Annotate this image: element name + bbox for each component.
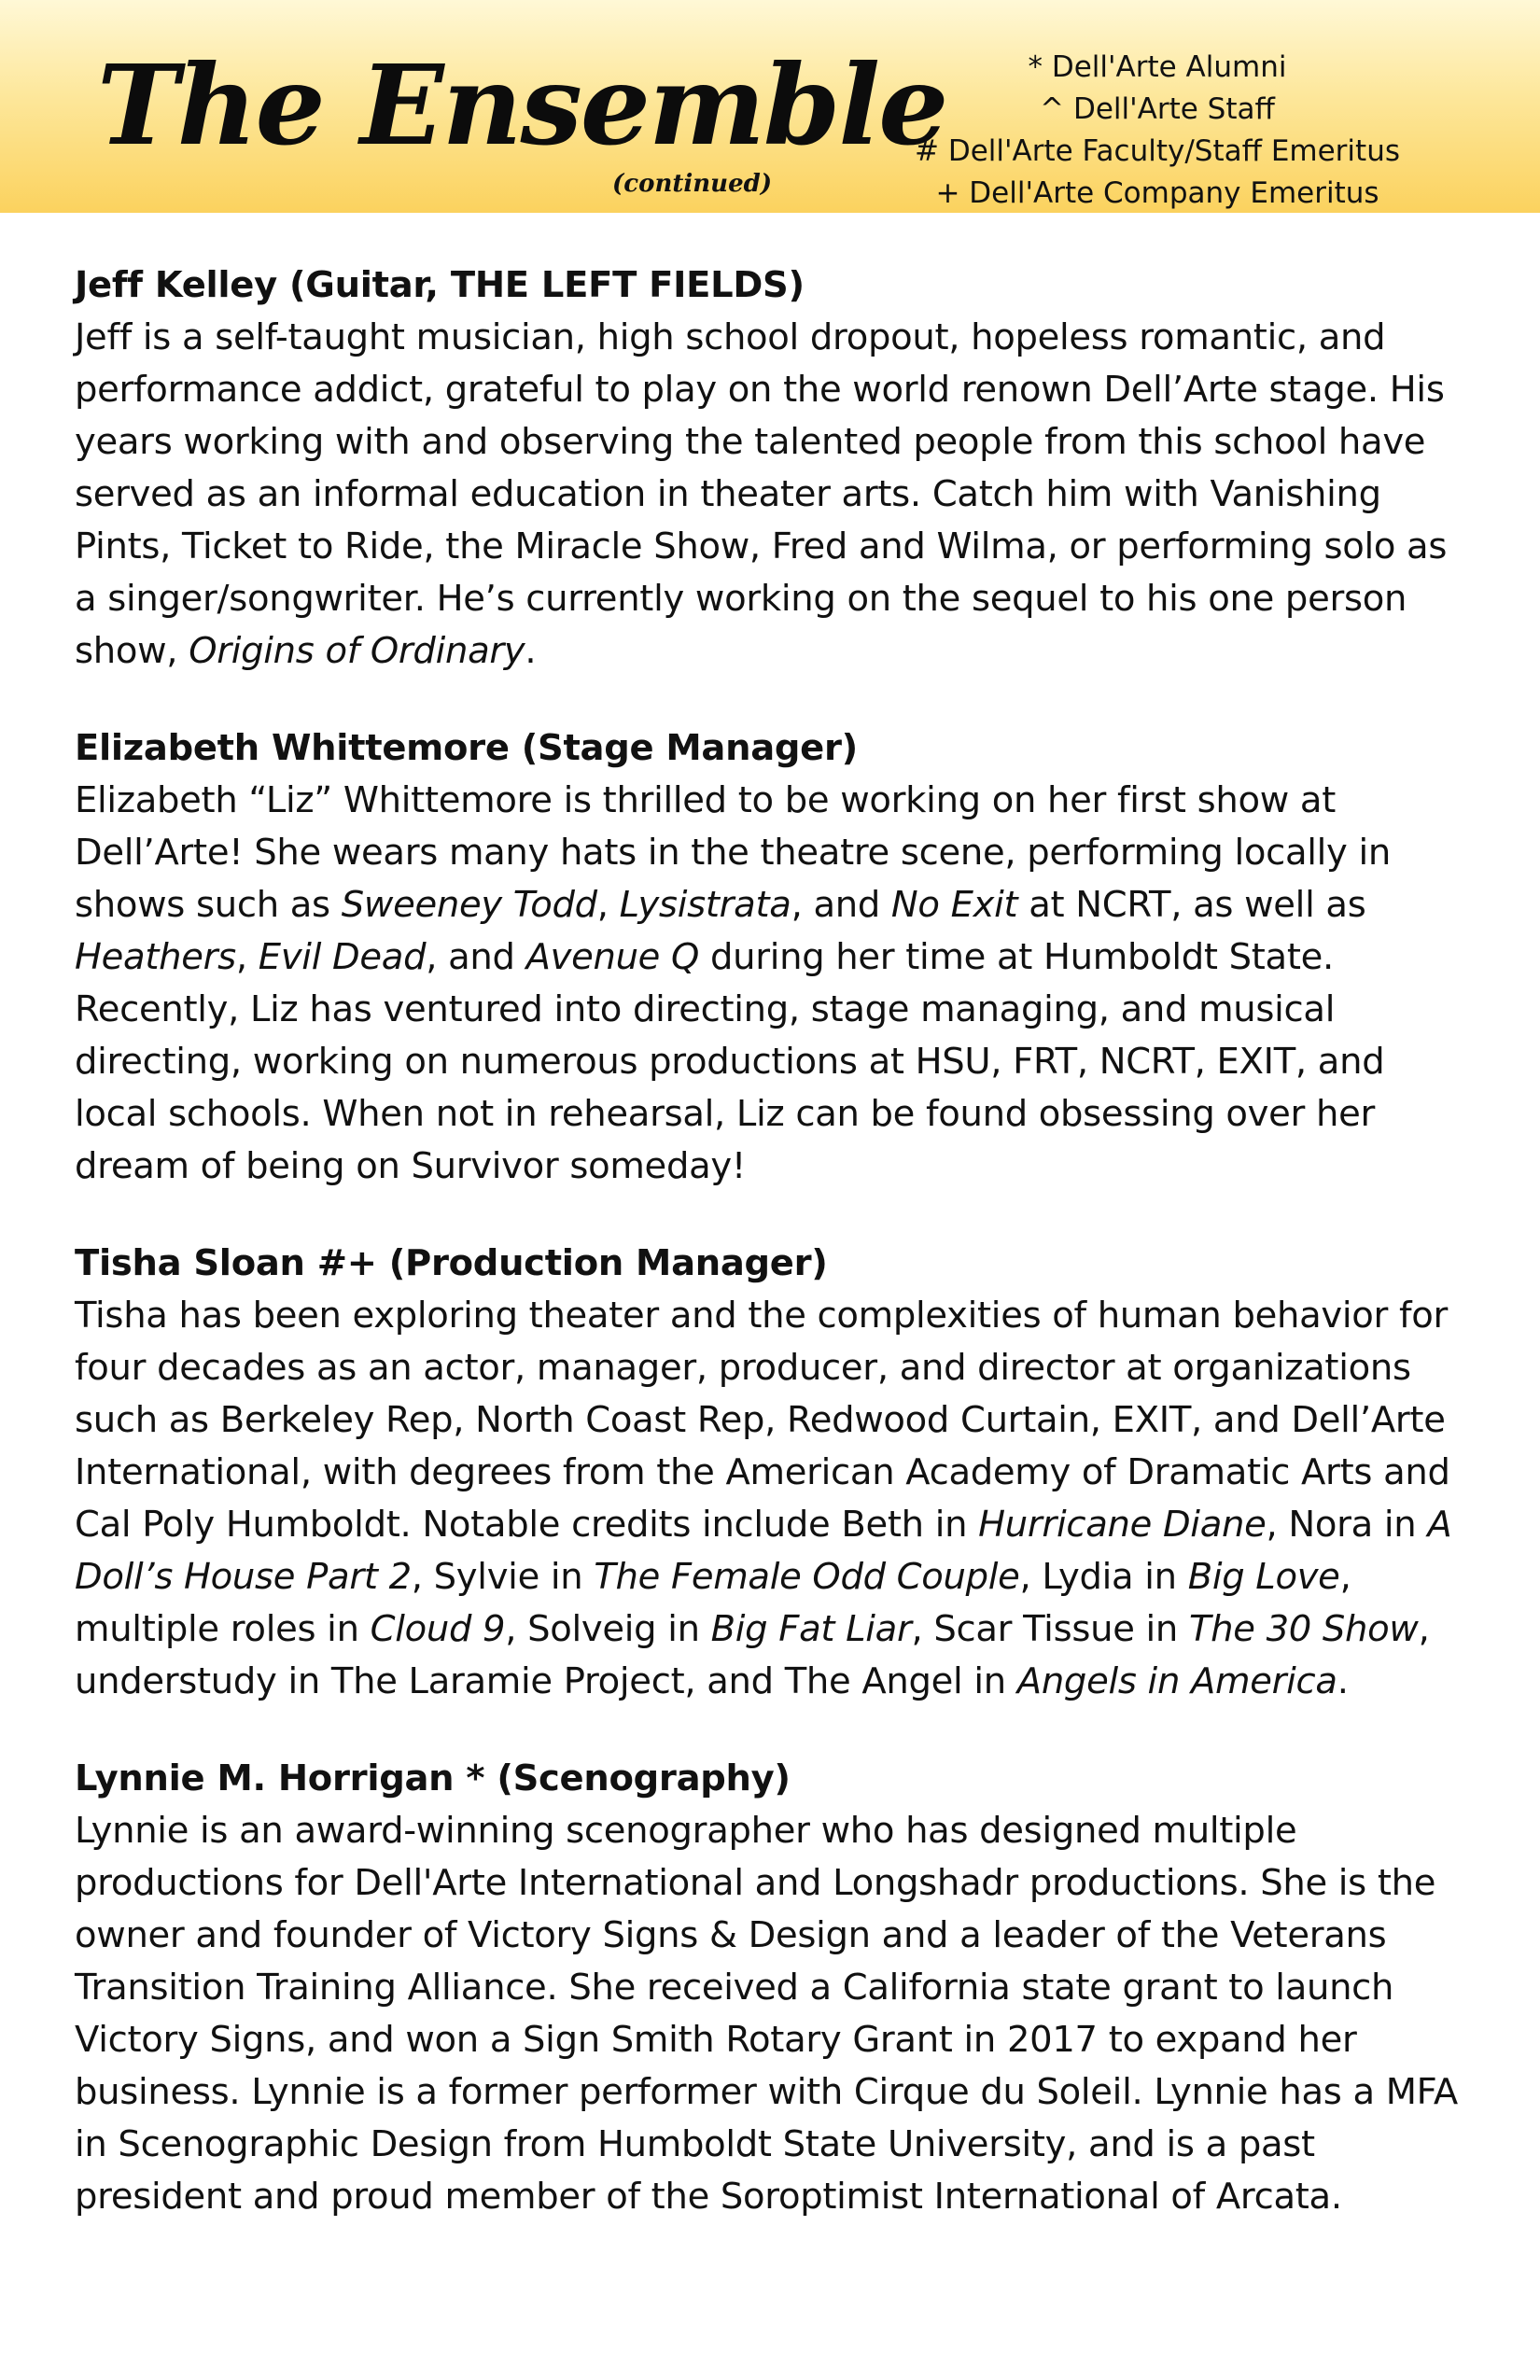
- legend-item-faculty-emeritus: # Dell'Arte Faculty/Staff Emeritus: [915, 134, 1400, 168]
- bio-paragraph: [75, 775, 1475, 1193]
- bio-text-run: ,: [235, 936, 259, 978]
- bio-name: Jeff Kelley (Guitar, THE LEFT FIELDS): [75, 264, 805, 306]
- work-title: A Doll’s House Part 2: [75, 1504, 1452, 1598]
- bio-entry: [75, 259, 1475, 678]
- bio-text-run: at NCRT, as well as: [1017, 884, 1366, 926]
- bio-name: Elizabeth Whittemore (Stage Manager): [75, 727, 858, 769]
- bio-text-run: .: [525, 630, 537, 672]
- legend-item-alumni: * Dell'Arte Alumni: [1028, 50, 1287, 84]
- bio-text: [75, 312, 1475, 678]
- work-title: Evil Dead: [258, 936, 427, 978]
- work-title: Big Fat Liar: [710, 1608, 912, 1650]
- work-title: Avenue Q: [525, 936, 700, 978]
- work-title: No Exit: [890, 884, 1018, 926]
- bio-text-run: Jeff is a self-taught musician, high school dropout, hopeless romantic, and performance addict, grateful to play on the world renown Dell’Arte stage. His years working with and observing the talented people from this school have served as an informal education in theater arts. Catch him with Vanishing Pints, Ticket to Ride, the Miracle Show, Fred and Wilma, or performing solo as a singer/songwriter. He’s currently working on the sequel to his one person show,: [75, 316, 1448, 672]
- bios-list: [75, 259, 1475, 2268]
- bio-text-run: , Sylvie in: [411, 1556, 595, 1598]
- work-title: Big Love: [1187, 1556, 1340, 1598]
- bio-paragraph: [75, 312, 1475, 678]
- bio-entry: [75, 1238, 1475, 1708]
- work-title: Hurricane Diane: [978, 1504, 1267, 1546]
- bio-text-run: Lynnie is an award-winning scenographer who has designed multiple productions for Dell'Arte International and Longshadr productions. She is the owner and founder of Victory Signs & Design and a leader of the Veterans Transition Training Alliance. She received a California state grant to launch Victory Signs, and won a Sign Smith Rotary Grant in 2017 to expand her business. Lynnie is a former performer with Cirque du Soleil. Lynnie has a MFA in Scenographic Design from Humboldt State University, and is a past president and proud member of the Soroptimist International of Arcata.: [75, 1810, 1458, 2218]
- bio-text: [75, 775, 1475, 1193]
- bio-text-run: .: [1337, 1660, 1349, 1702]
- work-title: Lysistrata: [619, 884, 791, 926]
- bio-text-run: , Scar Tissue in: [911, 1608, 1189, 1650]
- bio-text-run: during her time at Humboldt State. Recently, Liz has ventured into directing, stage managing, and musical directing, working on numerous productions at HSU, FRT, NCRT, EXIT, and local schools. When not in rehearsal, Liz can be found obsessing over her dream of being on Survivor someday!: [75, 936, 1385, 1187]
- page-header: [0, 0, 1540, 213]
- bio-text-run: , understudy in The Laramie Project, and The Angel in: [75, 1608, 1430, 1702]
- bio-text-run: , multiple roles in: [75, 1556, 1351, 1650]
- page-title: The Ensemble: [97, 40, 947, 170]
- bio-text-run: , and: [426, 936, 526, 978]
- legend-item-staff: ^ Dell'Arte Staff: [1040, 92, 1275, 126]
- work-title: Origins of Ordinary: [189, 630, 525, 672]
- bio-text-run: , Lydia in: [1019, 1556, 1188, 1598]
- bio-text-run: Elizabeth “Liz” Whittemore is thrilled to be working on her first show at Dell’Arte! She wears many hats in the theatre scene, performing locally in shows such as: [75, 779, 1391, 926]
- page-subtitle: (continued): [612, 170, 773, 198]
- bio-name: Tisha Sloan #+ (Production Manager): [75, 1242, 828, 1284]
- work-title: Sweeney Todd: [341, 884, 597, 926]
- bio-paragraph: [75, 1290, 1475, 1708]
- bio-text-run: , and: [791, 884, 891, 926]
- bio-name: Lynnie M. Horrigan * (Scenography): [75, 1757, 791, 1799]
- work-title: The 30 Show: [1188, 1608, 1419, 1650]
- bio-text-run: ,: [596, 884, 620, 926]
- symbol-legend: [891, 47, 1423, 215]
- bio-text-run: , Nora in: [1266, 1504, 1428, 1546]
- work-title: The Female Odd Couple: [594, 1556, 1020, 1598]
- bio-entry: [75, 1753, 1475, 2223]
- bio-text: [75, 1290, 1475, 1708]
- work-title: Cloud 9: [370, 1608, 506, 1650]
- bio-paragraph: [75, 1805, 1475, 2223]
- legend-item-company-emeritus: + Dell'Arte Company Emeritus: [935, 176, 1379, 210]
- bio-text-run: Tisha has been exploring theater and the complexities of human behavior for four decades as an actor, manager, producer, and director at organizations such as Berkeley Rep, North Coast Rep, Redwood Curtain, EXIT, and Dell’Arte International, with degrees from the American Academy of Dramatic Arts and Cal Poly Humboldt. Notable credits include Beth in: [75, 1295, 1450, 1546]
- work-title: Heathers: [75, 936, 236, 978]
- bio-text: [75, 1805, 1475, 2223]
- bio-text-run: , Solveig in: [505, 1608, 711, 1650]
- work-title: Angels in America: [1016, 1660, 1337, 1702]
- bio-entry: [75, 722, 1475, 1193]
